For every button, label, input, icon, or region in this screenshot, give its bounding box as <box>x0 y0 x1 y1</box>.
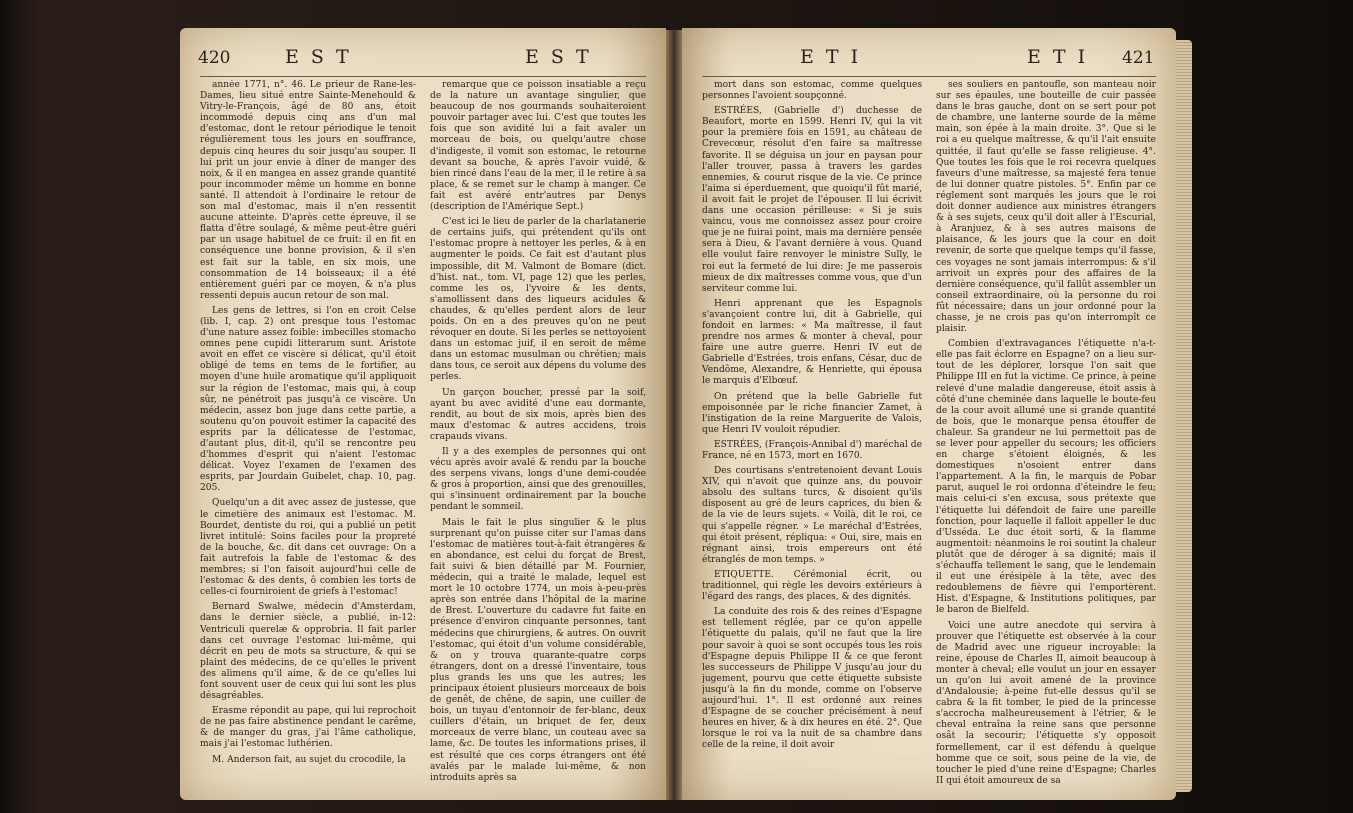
left-header-rule <box>200 76 646 77</box>
paragraph: année 1771, n°. 46. Le prieur de Rane-les-Dames, lieu situé entre Sainte-Menehould & Vitry-le-François, âgé de 80 ans, étoit incommodé depuis cinq ans d'un mal d'estomac, dont le retour périodique le tenoit régulièrement tous les jours en souffrance, depuis cinq heures du soir jusqu'au souper. Il lui prit un jour envie à dîner de manger des noix, & il en mangea en assez grande quantité pour incommoder même un homme en bonne santé. Il attendoit à l'ordinaire le retour de son mal d'estomac, mais il n'en ressentit aucune atteinte. D'après cette épreuve, il se flatta d'être soulagé, & même peut-être guéri par un usage habituel de ce fruit: il en fit en conséquence une bonne provision, & il s'en est fait sur la table, en six mois, une consommation de 14 boisseaux; il a été entièrement guéri par ce moyen, & n'a plus ressenti depuis aucun retour de son mal. <box>200 80 416 301</box>
paragraph: Il y a des exemples de personnes qui ont vécu après avoir avalé & rendu par la bouche des serpens vivans, longs d'une demi-coudée & gros à proportion, ainsi que des grenouilles, qui s'insinuent ordinairement par la bouche pendant le sommeil. <box>430 447 646 513</box>
left-header-word-1: E S T <box>285 46 352 68</box>
paragraph: remarque que ce poisson insatiable a reçu de la nature un avantage singulier, que beaucoup de nos gourmands souhaiteroient pouvoir partager avec lui. C'est que toutes les fois que son avidité lui a fait avaler un morceau de bois, ou quelqu'autre chose d'indigeste, il vomit son estomac, le retourne devant sa bouche, & après l'avoir vuidé, & bien rincé dans l'eau de la mer, il le retire à sa place, & se remet sur le champ à manger. Ce fait est avéré entr'autres par Denys (description de l'Amérique Sept.) <box>430 80 646 213</box>
right-page <box>682 28 1176 800</box>
left-column-1 <box>200 80 416 786</box>
right-header-word-1: E T I <box>800 46 862 68</box>
paragraph: On prétend que la belle Gabrielle fut empoisonnée par le riche financier Zamet, à l'instigation de la reine Marguerite de Valois, que Henri IV vouloit répudier. <box>702 391 922 435</box>
left-column-2 <box>430 80 646 786</box>
left-page-number: 420 <box>198 48 231 68</box>
paragraph: Les gens de lettres, si l'on en croit Celse (lib. I, cap. 2) ont presque tous l'estomac d'une nature assez foible: imbecilles stomacho omnes pene cupidi litterarum sunt. Aristote avoit en effet ce viscère si délicat, qu'il étoit obligé de tems en tems de le fortifier, au moyen d'une huile aromatique qu'il appliquoit sur la région de l'estomac, mais qui, à coup sûr, ne pénétroit pas jusqu'à ce viscère. Un médecin, assez bon juge dans cette partie, a soutenu qu'on pouvoit estimer la capacité des esprits par la délicatesse de l'estomac, d'autant plus, dit-il, qu'il se rencontre peu d'hommes d'esprit qui n'aient l'estomac délicat. Voyez l'examen de l'examen des esprits, par Jourdain Guibelet, chap. 10, pag. 205. <box>200 305 416 494</box>
paragraph: Un garçon boucher, pressé par la soif, ayant bu avec avidité d'une eau dormante, rendit, au bout de six mois, après bien des maux d'estomac & autres accidens, trois crapauds vivans. <box>430 387 646 442</box>
paragraph: ETIQUETTE. Cérémonial écrit, ou traditionnel, qui règle les devoirs extérieurs à l'égard des rangs, des places, & des dignités. <box>702 569 922 603</box>
paragraph: ses souliers en pantoufle, son manteau noir sur ses épaules, une bouteille de cuir passée dans le bras gauche, dont on se sert pour pot de chambre, une lanterne sourde de la même main, son épée à la main droite. 3°. Que si le roi a eu quelque maîtresse, & qu'il l'ait ensuite quittée, il faut qu'elle se fasse religieuse. 4°. Que toutes les fois que le roi recevra quelques faveurs d'une maîtresse, sa majesté fera tenue de lui donner quatre pistoles. 5°. Enfin par ce réglement sont marqués les jours que le roi doit donner audience aux ministres étrangers & à ses sujets, ceux qu'il doit aller à l'Escurial, à Aranjuez, & à ses autres maisons de plaisance, & les jours que la cour en doit revenir, de sorte que quelque temps qu'il fasse, ces voyages ne sont jamais interrompus: & s'il arrivoit un exprès pour des affaires de la dernière conséquence, qu'il fallût assembler un conseil extraordinaire, où la personne du roi fût nécessaire; dans un jour ordonné pour la chasse, je ne crois pas qu'on interrompît ce plaisir. <box>936 80 1156 335</box>
paragraph: mort dans son estomac, comme quelques personnes l'avoient soupçonné. <box>702 80 922 102</box>
paragraph: ESTRÉES, (François-Annibal d') maréchal de France, né en 1573, mort en 1670. <box>702 439 922 461</box>
paragraph: La conduite des rois & des reines d'Espagne est tellement réglée, par ce qu'on appelle l'étiquette du palais, qu'il ne faut que la lire pour savoir à quoi se sont occupés tous les rois d'Espagne depuis Philippe II & ce que feront les successeurs de Philippe V jusqu'au jour du jugement, pourvu que cette étiquette subsiste jusqu'à la fin du monde, comme on l'observe aujourd'hui. 1°. Il est ordonné aux reines d'Espagne de se coucher précisément à neuf heures en hiver, & à dix heures en été. 2°. Que lorsque le roi va la nuit de sa chambre dans celle de la reine, il doit avoir <box>702 607 922 751</box>
paragraph: Des courtisans s'entretenoient devant Louis XIV, qui n'avoit que quinze ans, du pouvoir absolu des sultans turcs, & disoient qu'ils disposent au gré de leurs caprices, du bien & de la vie de leurs sujets. « Voilà, dit le roi, ce qui s'appelle régner. » Le maréchal d'Estrées, qui étoit présent, répliqua: « Oui, sire, mais en régnant ainsi, trois empereurs ont été étranglés de mon temps. » <box>702 466 922 565</box>
paragraph: Henri apprenant que les Espagnols s'avançoient contre lui, dit à Gabrielle, qui fondoit en larmes: « Ma maîtresse, il faut prendre nos armes & monter à cheval, pour faire une autre guerre. Henri IV eut de Gabrielle d'Estrées, trois enfans, César, duc de Vendôme, Alexandre, & Henriette, qui épousa le marquis d'Elbœuf. <box>702 298 922 387</box>
paragraph: C'est ici le lieu de parler de la charlatanerie de certains juifs, qui prétendent qu'ils ont l'estomac propre à nettoyer les perles, & à en augmenter le poids. Ce fait est d'autant plus impossible, dit M. Valmont de Bomare (dict. d'hist. nat., tom. VI, page 12) que les perles, comme les os, l'yvoire & les dents, s'amollissent dans des liqueurs acidules & chaudes, & qu'elles perdent alors de leur poids. On en a des preuves qu'on ne peut révoquer en doute. Si les perles se nettoyoient dans un estomac juif, il en seroit de même dans un estomac musulman ou chrétien; mais dans tous, ce seroit aux dépens du volume des perles. <box>430 217 646 383</box>
paragraph: Combien d'extravagances l'étiquette n'a-t-elle pas fait éclorre en Espagne? on a lieu sur-tout de les déplorer, lorsque l'on sait que Philippe III en fut la victime. Ce prince, à peine relevé d'une maladie dangereuse, étoit assis à côté d'une cheminée dans laquelle le boute-feu de la cour avoit allumé une si grande quantité de bois, que le monarque pensa étouffer de chaleur. Sa grandeur ne lui permettoit pas de se lever pour appeller du secours; les officiers en charge s'étoient éloignés, & les domestiques n'osoient entrer dans l'appartement. A la fin, le marquis de Pobar parut, auquel le roi ordonna d'éteindre le feu; mais celui-ci s'en excusa, sous prétexte que l'étiquette lui défendoit de faire une pareille fonction, pour laquelle il falloit appeller le duc d'Usséda. Le duc étoit sorti, & la flamme augmentoit: néanmoins le roi soutint la chaleur plutôt que de déroger à sa dignité; mais il s'échauffa tellement le sang, que le lendemain il eut une érésipèle à la tête, avec des redoublemens de fièvre qui l'emportèrent. Hist. d'Espagne, & Institutions politiques, par le baron de Bielfeld. <box>936 339 1156 616</box>
paragraph: Quelqu'un a dit avec assez de justesse, que le cimetière des animaux est l'estomac. M. Bourdet, dentiste du roi, qui a publié un petit livret intitulé: Soins faciles pour la propreté de la bouche, &c. dit dans cet ouvrage: On a fait autrefois la fable de l'estomac & des membres; si l'on faisoit aujourd'hui celle de l'estomac & des dents, ô combien les torts de celles-ci fourniroient de griefs à l'estomac! <box>200 498 416 598</box>
right-column-1 <box>702 80 922 786</box>
page-edges <box>1176 40 1192 792</box>
left-page <box>180 28 666 800</box>
paragraph: Bernard Swalwe, médecin d'Amsterdam, dans le dernier siècle, a publié, in-12: Ventriculi querelæ & opprobria. Il fait parler dans cet ouvrage l'estomac lui-même, qui décrit en peu de mots sa structure, & qui se plaint des médecins, de ce qu'elles le privent des alimens qu'il aime, & de ce qu'elles lui font souvent user de ceux qui lui sont les plus désagréables. <box>200 602 416 702</box>
right-header-word-2: E T I <box>1027 46 1089 68</box>
right-page-number: 421 <box>1122 48 1155 68</box>
left-running-head <box>180 46 666 78</box>
right-running-head <box>682 46 1176 78</box>
left-header-word-2: E S T <box>525 46 592 68</box>
book-gutter <box>666 30 682 800</box>
paragraph: Erasme répondit au pape, qui lui reprochoit de ne pas faire abstinence pendant le carême, & de manger du gras, j'ai l'âme catholique, mais j'ai l'estomac luthérien. <box>200 706 416 750</box>
left-columns <box>200 80 646 786</box>
paragraph: Mais le fait le plus singulier & le plus surprenant qu'on puisse citer sur l'amas dans l'estomac de matières tout-à-fait étrangères & en abondance, est celui du forçat de Brest, fait suivi & bien détaillé par M. Fournier, médecin, qui a traité le malade, lequel est mort le 10 octobre 1774, un mois à-peu-près après son entrée dans l'hôpital de la marine de Brest. L'ouverture du cadavre fut faite en présence d'environ cinquante personnes, tant médecins que chirurgiens, & autres. On ouvrit l'estomac, qui étoit d'un volume considérable, & on y trouva quarante-quatre corps étrangers, dont on a dressé l'inventaire, tous plus grands les uns que les autres; les principaux étoient plusieurs morceaux de bois de genêt, de chêne, de sapin, une cuiller de bois, un tuyau d'entonnoir de fer-blanc, deux cuillers d'étain, un briquet de fer, deux morceaux de verre blanc, un couteau avec sa lame, &c. De toutes les informations prises, il est résulté que ces corps étrangers ont été avalés par le malade lui-même, & non introduits après sa <box>430 517 646 783</box>
paragraph: Voici une autre anecdote qui servira à prouver que l'étiquette est observée à la cour de Madrid avec une rigueur incroyable: la reine, épouse de Charles II, aimoit beaucoup à monter à cheval; elle voulut un jour en essayer un qu'on lui avoit amené de la province d'Andalousie; à-peine fut-elle dessus qu'il se cabra & la fit tomber, le pied de la princesse s'accrocha malheureusement à l'étrier, & le cheval entraîna la reine sans que personne osât la secourir; l'étiquette s'y opposoit formellement, car il est défendu à quelque homme que ce soit, sous peine de la vie, de toucher le pied d'une reine d'Espagne; Charles II qui étoit amoureux de sa <box>936 620 1156 786</box>
paragraph: ESTRÉES, (Gabrielle d') duchesse de Beaufort, morte en 1599. Henri IV, qui la vit pour la première fois en 1591, au château de Crevecœur, résolut d'en faire sa maîtresse favorite. Il se déguisa un jour en paysan pour l'aller trouver, passa à travers les gardes ennemies, & courut risque de la vie. Ce prince l'aima si éperduement, que quoiqu'il fût marié, il avoit fait le projet de l'épouser. Il lui écrivit dans une occasion périlleuse: « Si je suis vaincu, vous me connoissez assez pour croire que je ne fuirai point, mais ma dernière pensée sera à Dieu, & l'avant dernière à vous. Quand elle voulut faire renvoyer le ministre Sully, le roi eut la fermeté de lui dire: Je me passerois mieux de dix maîtresses comme vous, que d'un serviteur comme lui. <box>702 106 922 294</box>
right-header-rule <box>702 76 1156 77</box>
right-columns <box>702 80 1156 786</box>
right-column-2 <box>936 80 1156 786</box>
paragraph: M. Anderson fait, au sujet du crocodile, la <box>212 754 406 765</box>
